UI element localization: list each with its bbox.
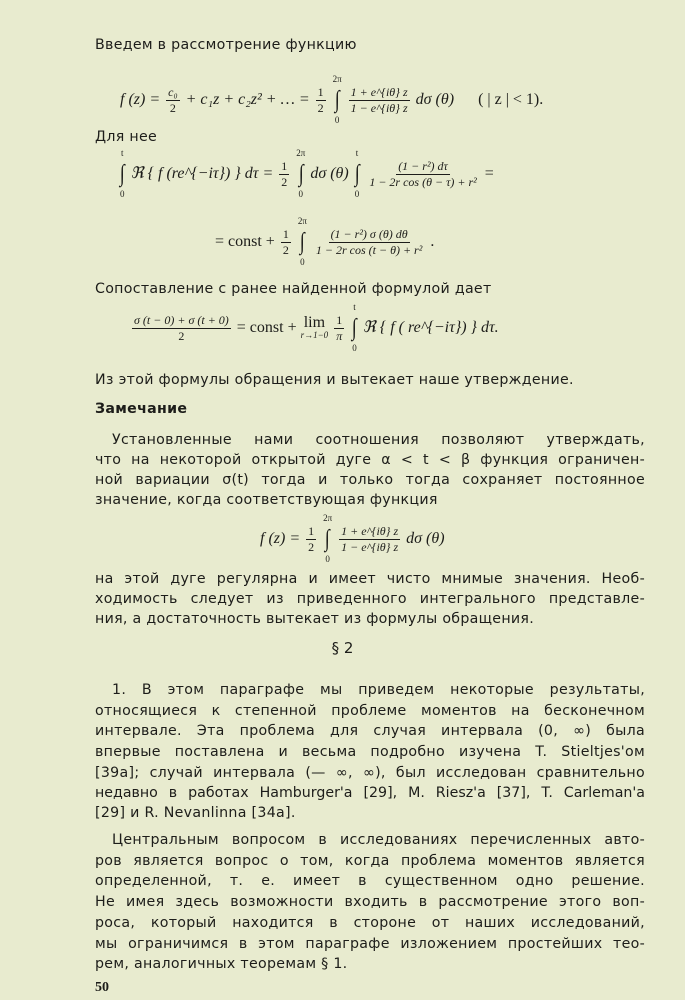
formula-4 [130, 302, 499, 354]
numerator: 1 + e^{iθ} z [341, 523, 399, 538]
dlya-nee-line: Для нее [95, 129, 158, 145]
denominator: 2 [281, 174, 288, 189]
intro-line: Введем в рассмотрение функцию [95, 37, 357, 53]
remark-line: ходимость следует из приведенного интегрального представле- [95, 591, 645, 607]
lower-limit: 0 [352, 343, 357, 353]
formula-5 [260, 513, 445, 565]
fraction [132, 313, 231, 344]
numerator: (1 − r²) σ (θ) dθ [330, 226, 408, 241]
paragraph-line: Центральным вопросом в исследованиях перечисленных авто- [112, 832, 645, 848]
formula-text: ℜ { f ( re^{−iτ}) } dτ. [362, 319, 499, 336]
formula-text: dσ (θ) [415, 91, 455, 108]
paragraph-line: мы ограничимся в этом параграфе изложением простейших тео- [95, 936, 645, 952]
lower-limit: 0 [120, 189, 125, 199]
paragraph-line: [29] и R. Nevanlinna [34a]. [95, 805, 296, 821]
numerator: c₀ [168, 84, 178, 99]
formula-2 [118, 148, 494, 200]
integral-sign: 2π ∫ 0 [332, 74, 342, 125]
upper-limit: 2π [297, 216, 307, 226]
lower-limit: 0 [325, 554, 330, 564]
paragraph-line: [39a]; случай интервала (— ∞, ∞), был исследован сравнительно [95, 765, 645, 781]
formula-condition: ( | z | < 1). [478, 91, 544, 108]
integral-sign: 2π ∫ 0 [323, 513, 333, 564]
formula-text: dσ (θ) [310, 165, 349, 182]
denominator: 1 − e^{iθ} z [341, 539, 399, 554]
paragraph-line: определенной, т. е. имеет в существенном одно решение. [95, 873, 645, 889]
fraction [279, 159, 289, 190]
remark-line: Установленные нами соотношения позволяют утверждать, [112, 432, 645, 448]
numerator: 1 [317, 84, 324, 99]
fraction [367, 159, 478, 190]
remark-line: значение, когда соответствующая функция [95, 492, 438, 508]
fraction [334, 313, 344, 344]
remark-line: ной вариации σ(t) тогда и только тогда сохраняет постоянное [95, 472, 645, 488]
paragraph-line: впервые поставлена и весьма подробно изучена T. Stieltjes'ом [95, 744, 645, 760]
integral-sign: t ∫ 0 [352, 302, 357, 353]
denominator: 2 [308, 539, 315, 554]
section-heading: § 2 [331, 639, 354, 657]
upper-limit: 2π [296, 148, 306, 158]
upper-limit: t [353, 302, 356, 312]
paragraph-line: Не имея здесь возможности входить в рассмотрение этого воп- [95, 894, 645, 910]
denominator: π [336, 328, 343, 343]
numerator: σ (t − 0) + σ (t + 0) [134, 312, 229, 327]
paragraph-line: недавно в работах Hamburger'a [29], M. Riesz'a [37], T. Carleman'a [95, 785, 645, 801]
formula-3 [215, 216, 434, 268]
paragraph-line: 1. В этом параграфе мы приведем некоторые результаты, [112, 682, 645, 698]
fraction [166, 85, 180, 116]
fraction [349, 85, 410, 116]
denominator: 1 − e^{iθ} z [350, 100, 408, 115]
numerator: 1 [281, 158, 288, 173]
fraction [316, 85, 326, 116]
denominator: 2 [169, 100, 176, 115]
upper-limit: t [355, 148, 359, 158]
integral-sign: 2π ∫ 0 [297, 216, 307, 267]
denominator: 2 [317, 100, 324, 115]
paragraph-line: роса, который находится в стороне от наших исследований, [95, 915, 645, 931]
lim-subscript: r→1−0 [300, 329, 329, 340]
lower-limit: 0 [300, 257, 305, 267]
numerator: 1 [308, 523, 315, 538]
formula-text: + c₁z + c₂z² + … = [185, 91, 310, 108]
formula-text: f (z) = [120, 91, 161, 108]
remark-line: на этой дуге регулярна и имеет чисто мнимые значения. Необ- [95, 571, 645, 587]
sopostavlenie-line: Сопоставление с ранее найденной формулой дает [95, 281, 492, 297]
numerator: (1 − r²) dτ [398, 158, 448, 173]
integral-sign: t ∫ 0 [119, 148, 125, 199]
iz-etoy-line: Из этой формулы обращения и вытекает наше утверждение. [95, 372, 574, 388]
numerator: 1 + e^{iθ} z [350, 84, 408, 99]
fraction [339, 524, 400, 555]
remark-title: Замечание [95, 401, 188, 417]
upper-limit: 2π [332, 74, 342, 84]
page-number: 50 [95, 980, 109, 995]
paragraph-line: рем, аналогичных теоремам § 1. [95, 956, 348, 972]
fraction [314, 227, 424, 258]
lower-limit: 0 [334, 115, 340, 125]
remark-line: ния, а достаточность вытекает из формулы обращения. [95, 611, 535, 627]
formula-text: f (z) = [260, 530, 301, 547]
denominator: 1 − 2r cos (t − θ) + r² [315, 242, 423, 257]
fraction [306, 524, 316, 555]
formula-text: ℜ { f (re^{−iτ}) } dτ = [130, 165, 274, 182]
integral-sign: 2π ∫ 0 [296, 148, 306, 199]
remark-line: что на некоторой открытой дуге α < t < β функция ограничен- [95, 452, 645, 468]
integral-sign: t ∫ 0 [354, 148, 360, 199]
lower-limit: 0 [298, 189, 304, 199]
paragraph-line: относящиеся к степенной проблеме моментов на бесконечном [95, 703, 645, 719]
lower-limit: 0 [354, 189, 360, 199]
formula-text: = const + [236, 319, 297, 336]
paragraph-line: интервале. Эта проблема для случая интервала (0, ∞) была [95, 723, 645, 739]
formula-text: = const + [215, 233, 275, 250]
formula-text: = [484, 165, 494, 182]
upper-limit: t [121, 148, 124, 158]
numerator: 1 [336, 312, 343, 327]
denominator: 2 [282, 242, 289, 257]
upper-limit: 2π [323, 513, 333, 523]
lim-text: lim [303, 313, 326, 331]
numerator: 1 [282, 226, 289, 241]
formula-1 [120, 74, 543, 126]
fraction [281, 227, 291, 258]
denominator: 1 − 2r cos (θ − τ) + r² [369, 174, 477, 189]
limit-operator [300, 313, 329, 341]
denominator: 2 [178, 328, 185, 343]
paragraph-line: ров является вопрос о том, когда проблема моментов является [95, 853, 645, 869]
formula-text: . [430, 233, 435, 250]
formula-text: dσ (θ) [406, 530, 445, 547]
